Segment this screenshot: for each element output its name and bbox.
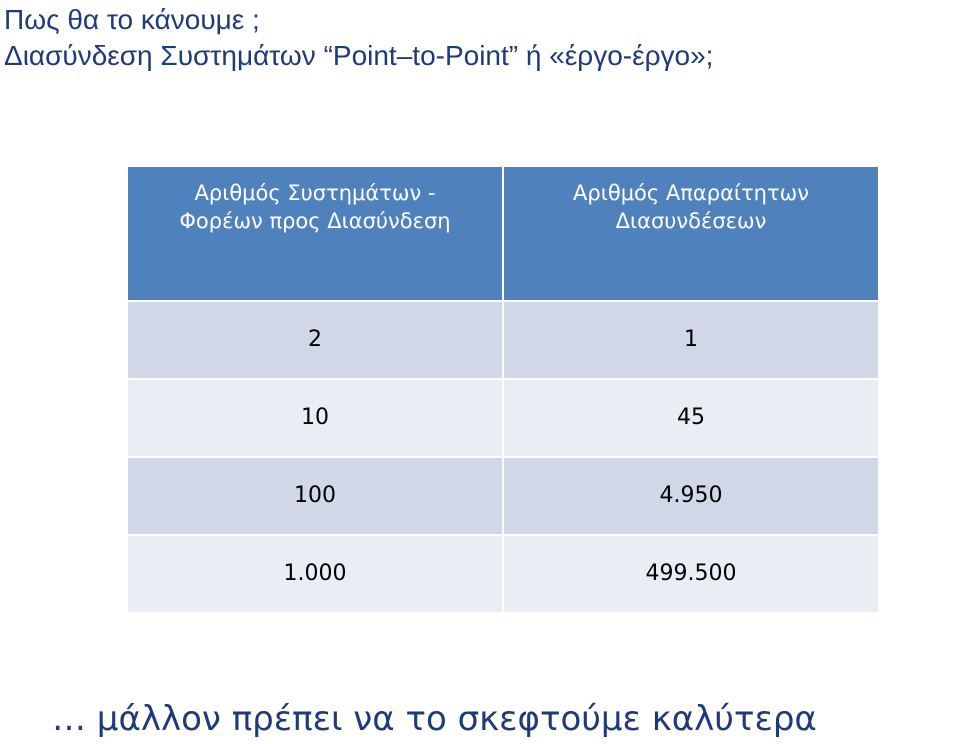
table-cell-connections: 499.500 bbox=[504, 536, 878, 612]
table-cell-systems: 10 bbox=[128, 380, 502, 456]
column-header-connections-line-1: Αριθμός Απαραίτητων bbox=[573, 181, 809, 205]
table-cell-connections: 1 bbox=[504, 302, 878, 378]
slide-title-line-1: Πως θα το κάνουμε ; bbox=[4, 4, 260, 35]
table-cell-connections: 45 bbox=[504, 380, 878, 456]
table-cell-systems: 1.000 bbox=[128, 536, 502, 612]
closing-remark: … μάλλον πρέπει να το σκεφτούμε καλύτερα bbox=[52, 699, 817, 739]
slide-title bbox=[4, 2, 956, 74]
column-header-systems bbox=[128, 167, 502, 300]
column-header-systems-line-1: Αριθμός Συστημάτων - bbox=[194, 181, 436, 205]
column-header-connections-line-2: Διασυνδέσεων bbox=[615, 209, 767, 233]
table-cell-connections: 4.950 bbox=[504, 458, 878, 534]
connections-table bbox=[128, 167, 878, 612]
column-header-connections bbox=[504, 167, 878, 300]
column-header-systems-line-2: Φορέων προς Διασύνδεση bbox=[179, 209, 451, 233]
table-cell-systems: 100 bbox=[128, 458, 502, 534]
slide-title-line-2: Διασύνδεση Συστημάτων “Point–to-Point” ή «έργο-έργο»; bbox=[4, 40, 714, 71]
table-cell-systems: 2 bbox=[128, 302, 502, 378]
